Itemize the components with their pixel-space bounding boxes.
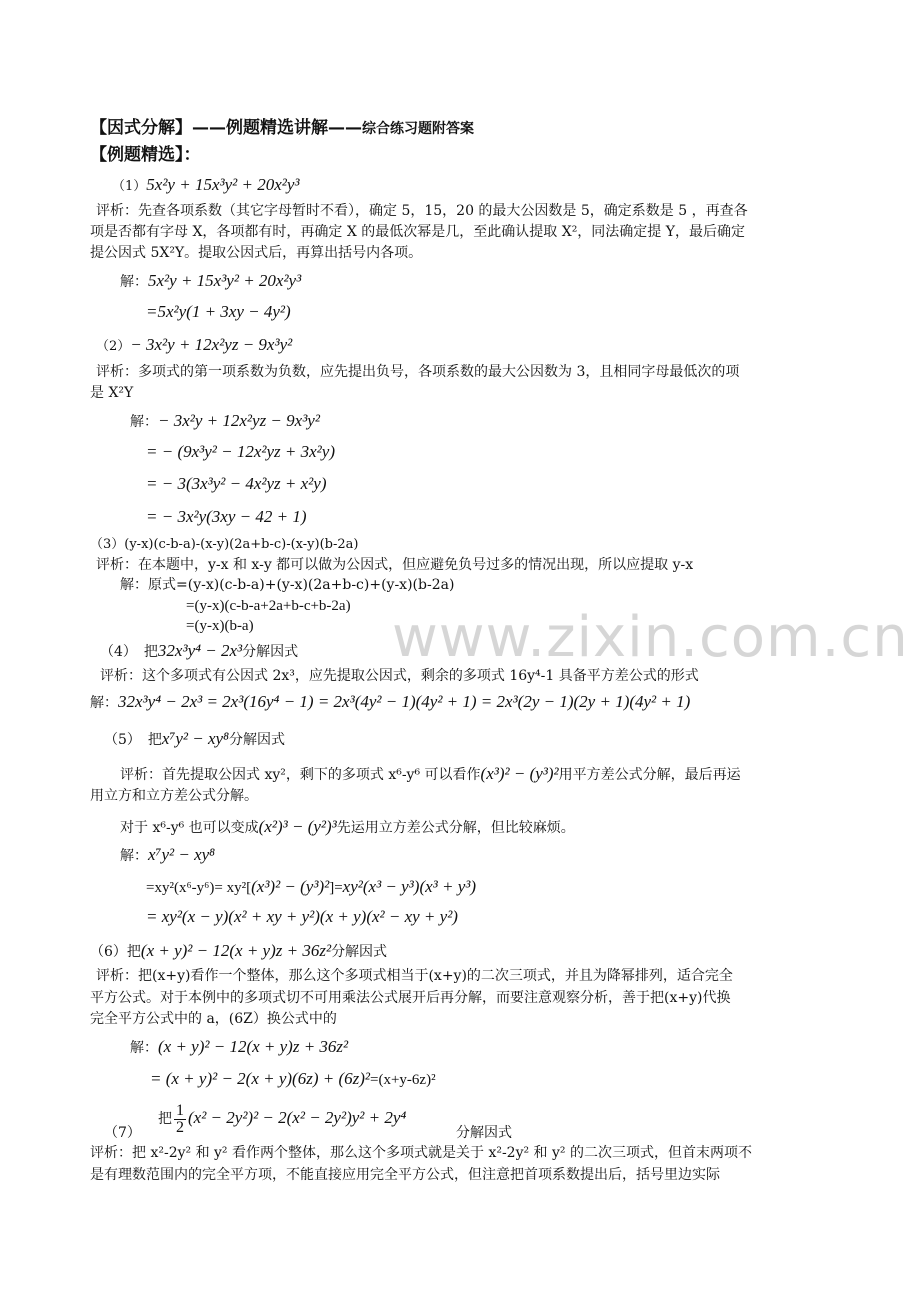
solution-expression: − 3x²y + 12x²yz − 9x³y² [158,411,320,430]
solution-math: xy²(x³ − y³)(x³ + y³) [342,877,477,896]
solution-label: 解： [130,1040,158,1056]
solution-label: 解： [120,848,148,864]
problem-tail: 分解因式 [331,944,388,960]
problem-6-header [90,942,387,961]
problem-prefix: 把 [158,1111,172,1127]
solution-line: = − 3(3x³y² − 4x²yz + x²y) [146,474,327,493]
comment-line: 评析：把 x²-2y² 和 y² 看作两个整体，那么这个多项式就是关于 x²-2y² 和 y² 的二次三项式，但首末两项不 [90,1145,752,1161]
solution-line [150,1070,436,1089]
solution-line [120,846,215,865]
solution-line: 解：原式=(y-x)(c-b-a)+(y-x)(2a+b-c)+(y-x)(b-2a) [120,577,455,593]
solution-text: =xy²(x⁶-y⁶)= xy²[ [146,880,252,896]
solution-line: = xy²(x − y)(x² + xy + y²)(x + y)(x² − xy + y²) [146,907,458,926]
watermark: www.zixin.com.cn [392,605,909,670]
problem-expression: − 3x²y + 12x²yz − 9x³y² [130,335,293,354]
solution-expression: 5x²y + 15x³y² + 20x²y³ [148,271,302,290]
title-sub: 综合练习题附答案 [362,121,474,137]
comment-line: 用立方和立方差公式分解。 [90,788,258,804]
comment-line: 平方公式。对于本例中的多项式切不可用乘法公式展开后再分解，而要注意观察分析，善于把(x+y)代换 [90,990,731,1006]
solution-label: 解： [120,274,148,290]
solution-text: =(x+y-6z)² [370,1072,436,1088]
solution-line: =(y-x)(c-b-a+2a+b-c+b-2a) [186,598,351,614]
comment-line: 评析：多项式的第一项系数为负数，应先提出负号，各项系数的最大公因数为 3，且相同字母最低次的项 [96,364,740,380]
solution-line [120,272,301,291]
solution-line: =5x²y(1 + 3xy − 4y²) [146,302,291,321]
problem-4-header [100,642,298,661]
solution-line: =(y-x)(b-a) [186,618,254,634]
solution-label: 解： [130,414,158,430]
comment-line: 完全平方公式中的 a，(6Z）换公式中的 [90,1011,337,1027]
problem-2-header [96,336,292,356]
section-heading: 【例题精选】： [90,145,201,165]
comment-line: 提公因式 5X²Y。提取公因式后，再算出括号内各项。 [90,245,423,261]
problem-number: （6）把 [90,944,141,960]
problem-7-number: （7） [104,1125,141,1141]
comment-math: (x²)³ − (y²)³ [258,817,337,836]
comment-text: 先运用立方差公式分解，但比较麻烦。 [336,820,575,836]
solution-line [130,412,320,431]
comment-line: 评析：先查各项系数（其它字母暂时不看），确定 5，15，20 的最大公因数是 5，确定系数是 5 ，再查各 [96,203,748,219]
problem-1-header [112,176,299,196]
solution-expression: 32x³y⁴ − 2x³ = 2x³(16y⁴ − 1) = 2x³(4y² − 1)(4y² + 1) = 2x³(2y − 1)(2y + 1)(4y² + 1) [118,692,691,711]
solution-expression: x⁷y² − xy⁸ [148,845,216,864]
comment-line: 评析：在本题中，y-x 和 x-y 都可以做为公因式，但应避免负号过多的情况出现，所以应提取 y-x [96,557,694,573]
comment-line [120,765,741,784]
fraction [174,1103,186,1136]
solution-line [146,878,476,897]
comment-math: (x³)² − (y³)² [480,764,559,783]
problem-tail: 分解因式 [229,732,285,748]
document-title [90,119,474,138]
solution-line: = − (9x³y² − 12x²yz + 3x²y) [146,442,335,461]
problem-5-header [104,730,285,749]
solution-line: = − 3x²y(3xy − 42 + 1) [146,507,307,526]
problem-expression: 5x²y + 15x³y² + 20x²y³ [146,175,300,194]
problem-number: （1） [112,179,147,194]
problem-7-header [158,1098,406,1139]
solution-math: = (x + y)² − 2(x + y)(6z) + (6z)² [150,1069,371,1088]
comment-line: 评析：把(x+y)看作一个整体，那么这个多项式相当于(x+y)的二次三项式，并且为降幂排列，适合完全 [96,968,733,984]
comment-text: 用平方差公式分解，最后再运 [558,767,741,783]
comment-line [120,818,575,837]
problem-expression: x⁷y² − xy⁸ [161,729,229,748]
problem-number: （5） 把 [104,732,162,748]
fraction-numerator: 1 [176,1101,184,1119]
comment-line: 是有理数范围内的完全平方项，不能直接应用完全平方公式，但注意把首项系数提出后，括号里边实际 [90,1167,720,1183]
problem-expression: (x + y)² − 12(x + y)z + 36z² [140,941,332,960]
problem-number: （2） [96,339,131,354]
fraction-denominator: 2 [176,1118,184,1136]
solution-line [90,693,690,712]
problem-number: （4） 把 [100,644,158,660]
solution-math: (x³)² − (y³)² [251,877,330,896]
solution-expression: (x + y)² − 12(x + y)z + 36z² [158,1037,349,1056]
solution-label: 解： [90,695,118,711]
comment-line: 评析：这个多项式有公因式 2x³，应先提取公因式，剩余的多项式 16y⁴-1 具备平方差公式的形式 [100,668,699,684]
comment-text: 对于 x⁶-y⁶ 也可以变成 [120,820,259,836]
problem-expression: (x² − 2y²)² − 2(x² − 2y²)y² + 2y⁴ [188,1108,407,1127]
comment-line: 项是否都有字母 X，各项都有时，再确定 X 的最低次幂是几，至此确认提取 X²，同法确定提 Y，最后确定 [90,224,746,240]
problem-expression: 32x³y⁴ − 2x³ [157,641,243,660]
problem-7-tail: 分解因式 [456,1125,512,1141]
problem-tail: 分解因式 [242,644,299,660]
solution-text: ]= [329,880,343,896]
comment-line: 是 X²Y [90,385,134,401]
solution-line [130,1038,348,1057]
title-main: 【因式分解】——例题精选讲解—— [90,118,362,138]
problem-3-header: （3）(y-x)(c-b-a)-(x-y)(2a+b-c)-(x-y)(b-2a) [90,537,359,552]
comment-text: 评析：首先提取公因式 xy²，剩下的多项式 x⁶-y⁶ 可以看作 [120,767,481,783]
